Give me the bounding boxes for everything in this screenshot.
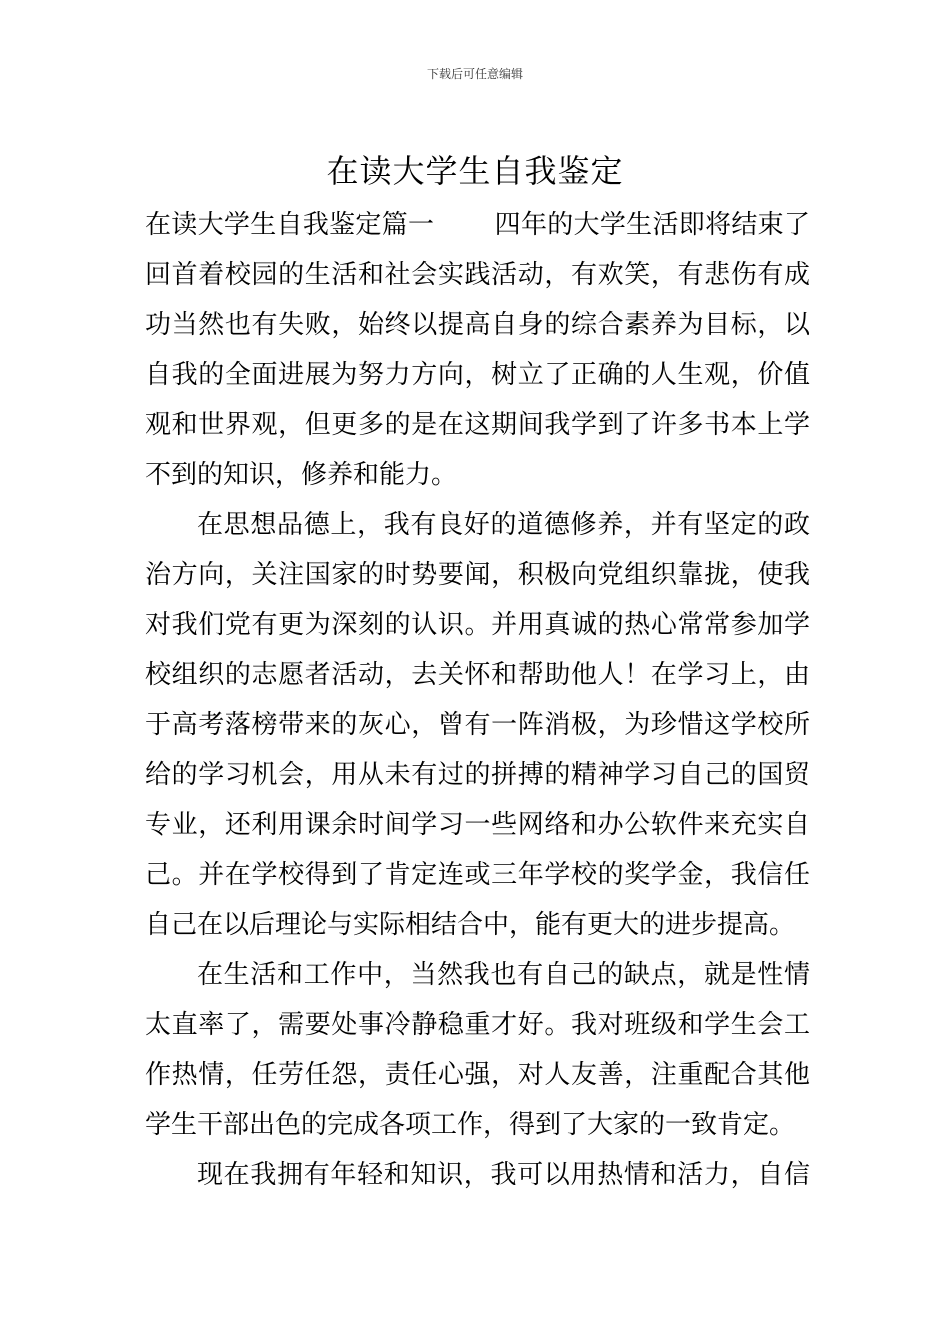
header-note: 下载后可任意编辑 xyxy=(426,67,523,81)
paragraph-line: 回首着校园的生活和社会实践活动，有欢笑，有悲伤有成 xyxy=(145,260,810,290)
paragraph-line: 校组织的志愿者活动，去关怀和帮助他人！在学习上，由 xyxy=(145,660,810,690)
paragraph-line: 功当然也有失败，始终以提高自身的综合素养为目标，以 xyxy=(145,310,810,340)
paragraph-line: 作热情，任劳任怨，责任心强，对人友善，注重配合其他 xyxy=(145,1060,810,1090)
paragraph-line: 给的学习机会，用从未有过的拼搏的精神学习自己的国贸 xyxy=(145,760,810,790)
paragraph-line: 自己在以后理论与实际相结合中，能有更大的进步提高。 xyxy=(145,910,796,940)
paragraph-line: 于高考落榜带来的灰心，曾有一阵消极，为珍惜这学校所 xyxy=(145,710,810,740)
paragraph-1 xyxy=(145,200,810,500)
line-text: 四年的大学生活即将结束了 xyxy=(494,210,810,240)
paragraph-2 xyxy=(145,500,810,950)
paragraph-3 xyxy=(145,950,810,1150)
paragraph-line: 专业，还利用课余时间学习一些网络和办公软件来充实自 xyxy=(145,810,810,840)
paragraph-line: 对我们党有更为深刻的认识。并用真诚的热心常常参加学 xyxy=(145,610,810,640)
paragraph-line: 学生干部出色的完成各项工作，得到了大家的一致肯定。 xyxy=(145,1110,796,1140)
paragraph-line: 在生活和工作中，当然我也有自己的缺点，就是性情 xyxy=(197,960,810,990)
paragraph-line: 治方向，关注国家的时势要闻，积极向党组织靠拢，使我 xyxy=(145,560,810,590)
paragraph-line: 现在我拥有年轻和知识，我可以用热情和活力，自信 xyxy=(197,1160,810,1190)
paragraph-line: 不到的知识，修养和能力。 xyxy=(145,460,458,490)
paragraph-line: 观和世界观，但更多的是在这期间我学到了许多书本上学 xyxy=(145,410,810,440)
paragraph-line: 己。并在学校得到了肯定连或三年学校的奖学金，我信任 xyxy=(145,860,810,890)
paragraph-line xyxy=(145,200,810,250)
paragraph-line: 在思想品德上，我有良好的道德修养，并有坚定的政 xyxy=(197,510,810,540)
paragraph-4 xyxy=(145,1150,810,1200)
paragraph-line: 自我的全面进展为努力方向，树立了正确的人生观，价值 xyxy=(145,360,810,390)
paragraph-line: 太直率了，需要处事冷静稳重才好。我对班级和学生会工 xyxy=(145,1010,810,1040)
section-heading: 在读大学生自我鉴定篇一 xyxy=(145,210,435,240)
document-body xyxy=(145,200,810,1200)
document-title: 在读大学生自我鉴定 xyxy=(326,152,624,191)
